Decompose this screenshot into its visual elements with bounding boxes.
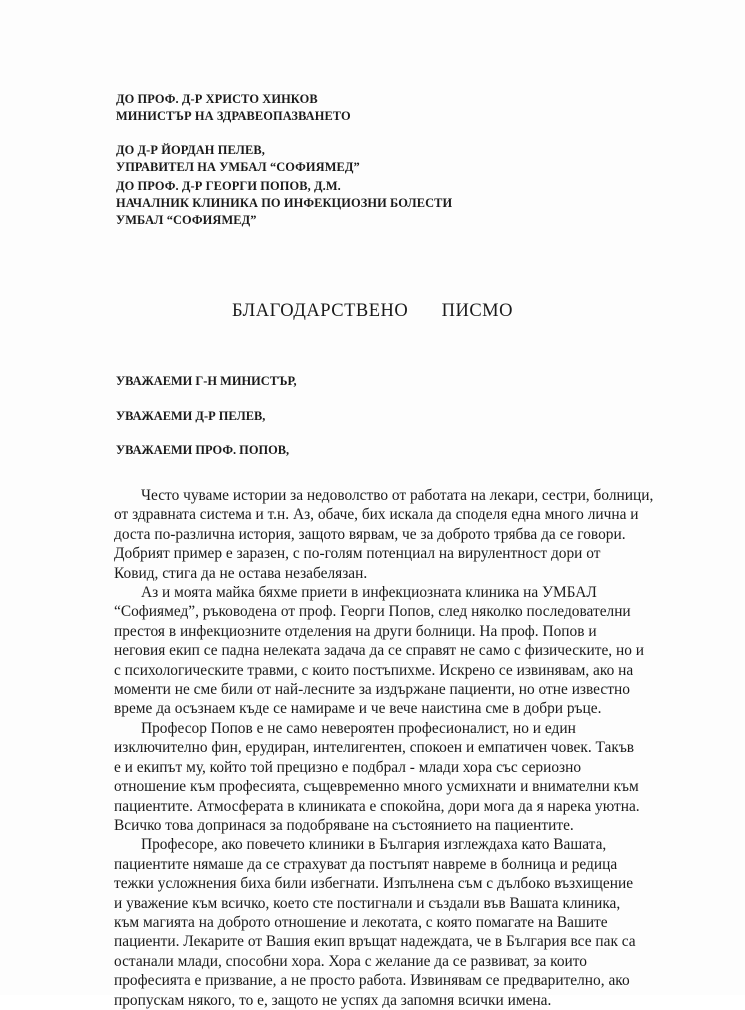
body-line: от здравната система и т.н. Аз, обаче, бих искала да споделя една много лична и — [114, 506, 639, 524]
body-line: моменти не сме били от най-лесните за издържане пациенти, но отне известно — [114, 681, 630, 699]
addressee-line: ДО Д-Р ЙОРДАН ПЕЛЕВ, — [116, 143, 265, 157]
body-line: “Софиямед”, ръководена от проф. Георги Попов, след няколко последователни — [114, 603, 631, 621]
letter-body — [114, 486, 654, 1010]
body-line: пациентите нямаше да се страхуват да постъпят навреме в болница и редица — [114, 855, 618, 873]
body-line: престоя в инфекциозните отделения на други болници. На проф. Попов и — [114, 622, 597, 640]
body-line: и уважение към всичко, което сте постигнали и създали във Вашата клиника, — [114, 894, 621, 912]
addressee-line: ДО ПРОФ. Д-Р ГЕОРГИ ПОПОВ, Д.М. — [116, 179, 341, 193]
addressee-line: УПРАВИТЕЛ НА УМБАЛ “СОФИЯМЕД” — [116, 160, 360, 174]
body-line: към магията на доброто отношение и лекотата, с която помагате на Вашите — [114, 913, 608, 931]
body-line: неговия екип се падна нелеката задача да се справят не само с физическите, но и — [114, 642, 645, 660]
addressee-line: МИНИСТЪР НА ЗДРАВЕОПАЗВАНЕТО — [116, 109, 351, 123]
body-line: останали млади, способни хора. Хора с желание да се развиват, за които — [114, 952, 587, 970]
addressee-line: УМБАЛ “СОФИЯМЕД” — [116, 213, 257, 227]
body-line: изключително фин, ерудиран, интелигентен, спокоен и емпатичен човек. Такъв — [114, 739, 635, 757]
body-line: Всичко това допринася за подобряване на състоянието на пациентите. — [114, 816, 574, 834]
body-line: е и екипът му, който той прецизно е подбрал - млади хора със сериозно — [114, 758, 582, 776]
body-line: Професор Попов е не само невероятен професионалист, но и един — [141, 719, 576, 737]
addressee-line: ДО ПРОФ. Д-Р ХРИСТО ХИНКОВ — [116, 92, 318, 106]
body-line: Добрият пример е заразен, с по-голям потенциал на вирулентност дори от — [114, 545, 601, 563]
salutation-manager: УВАЖАЕМИ Д-Р ПЕЛЕВ, — [116, 409, 266, 423]
salutation-professor: УВАЖАЕМИ ПРОФ. ПОПОВ, — [116, 443, 290, 457]
body-line: пациентите. Атмосферата в клиниката е спокойна, дори мога да я нарека уютна. — [114, 797, 640, 815]
body-line: пациенти. Лекарите от Вашия екип връщат надеждата, че в България все пак са — [114, 933, 636, 951]
body-line: тежки усложнения биха били избегнати. Изпълнена съм с дълбоко възхищение — [114, 875, 634, 893]
body-line: Професоре, ако повечето клиники в България изглеждаха като Вашата, — [141, 836, 607, 854]
body-line: професията е призвание, а не просто работа. Извинявам се предварително, ако — [114, 972, 630, 990]
body-line: време да осъзнаем къде се намираме и че вече наистина сме в добри ръце. — [114, 700, 602, 718]
salutation-minister: УВАЖАЕМИ Г-Н МИНИСТЪР, — [116, 374, 297, 388]
body-line: пропускам някого, то е, защото не успях да запомня всички имена. — [114, 991, 552, 1009]
body-line: Ковид, стига да не остава незабелязан. — [114, 564, 368, 582]
body-line: с психологическите травми, с които постъпихме. Искрено се извинявам, ако на — [114, 661, 634, 679]
addressee-clinic-head — [116, 178, 452, 229]
body-line: Често чуваме истории за недоволство от работата на лекари, сестри, болници, — [141, 487, 654, 504]
body-line: доста по-различна история, защото вярвам, че за доброто трябва да се говори. — [114, 525, 626, 543]
body-line: Аз и моята майка бяхме приети в инфекциозната клиника на УМБАЛ — [141, 584, 597, 602]
body-line: отношение към професията, същевременно много усмихнати и внимателни към — [114, 778, 639, 796]
addressee-minister — [116, 91, 351, 125]
addressee-manager — [116, 142, 360, 176]
addressee-line: НАЧАЛНИК КЛИНИКА ПО ИНФЕКЦИОЗНИ БОЛЕСТИ — [116, 196, 453, 210]
letter-title: БЛАГОДАРСТВЕНО ПИСМО — [232, 301, 513, 321]
